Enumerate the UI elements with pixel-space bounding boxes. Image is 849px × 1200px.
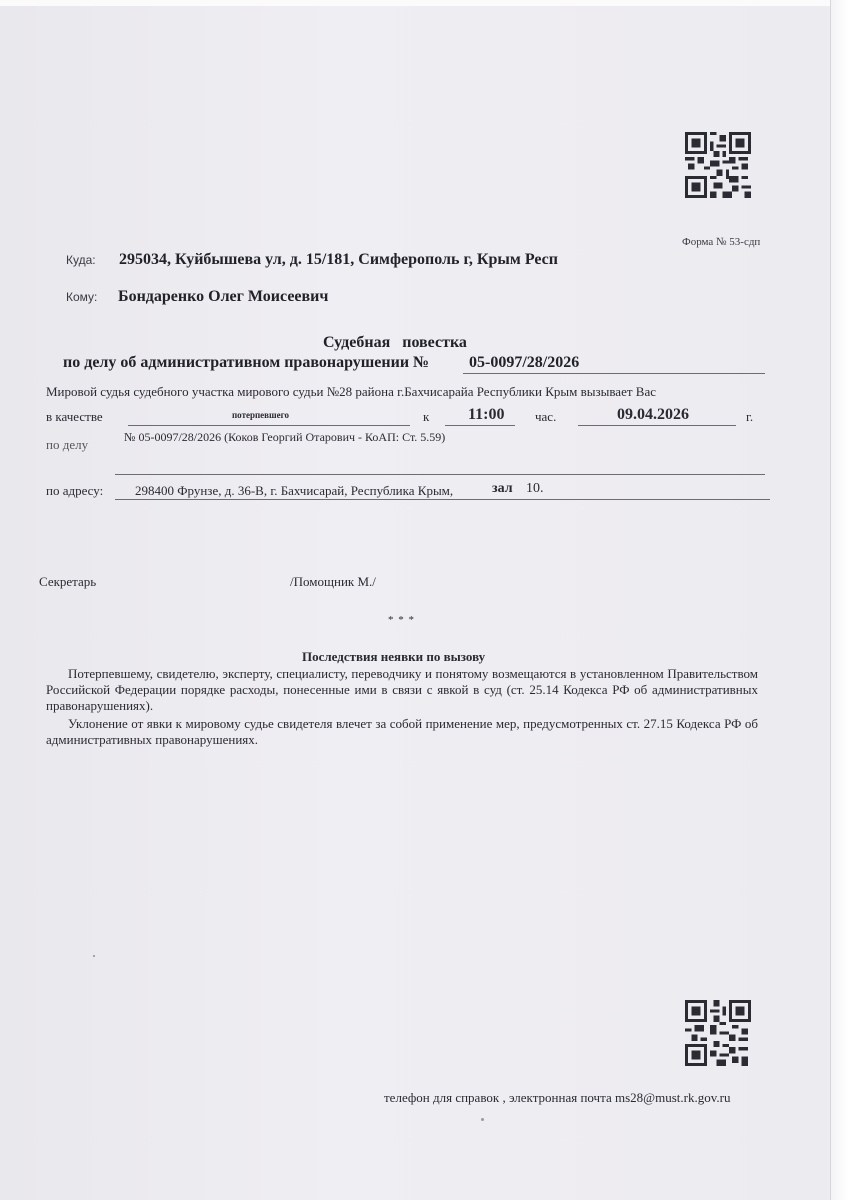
case-label: по делу <box>46 437 89 452</box>
to-person-value: Бондаренко Олег Моисеевич <box>118 288 329 305</box>
to-address-label: Куда: <box>66 253 96 267</box>
consequences-paragraph-2-text: Уклонение от явки к мировому судье свидетеля влечет за собой применение мер, предусмотренных ст. 27.15 Кодекса РФ об административных правонарушениях. <box>46 716 758 747</box>
summons-intro: Мировой судья судебного участка мирового судьи №28 района г.Бахчисарайа Республики Крым вызывает Вас <box>46 384 656 399</box>
capacity-label: в качестве <box>46 409 103 424</box>
at-label: к <box>423 409 430 424</box>
consequences-heading: Последствия неявки по вызову <box>302 649 486 664</box>
year-label: г. <box>746 409 754 424</box>
case-value: № 05-0097/28/2026 (Коков Георгий Отарович - КоАП: Ст. 5.59) <box>124 430 446 444</box>
date-underline <box>578 425 736 426</box>
hall-number: 10. <box>526 481 544 496</box>
consequences-paragraph-1-text: Потерпевшему, свидетелю, эксперту, специалисту, переводчику и понятому возмещаются в установленном Правительством Российской Федерации порядке расходы, понесенные ими в связи с явкой в суд (ст. 25.14 Кодекса РФ об административных правонарушениях). <box>46 666 758 713</box>
paper-right-edge <box>830 0 849 1200</box>
capacity-value: потерпевшего <box>232 410 289 420</box>
case-number: 05-0097/28/2026 <box>469 354 580 371</box>
to-address-value: 295034, Куйбышева ул, д. 15/181, Симферополь г, Крым Респ <box>119 251 558 268</box>
summons-date: 09.04.2026 <box>617 406 689 423</box>
secretary-label: Секретарь <box>39 574 97 589</box>
capacity-underline <box>128 425 410 426</box>
consequences-paragraph-2 <box>46 716 758 748</box>
section-separator: * * * <box>388 614 415 626</box>
hour-label: час. <box>535 409 557 424</box>
hall-label: зал <box>492 481 513 496</box>
document-subtitle: по делу об административном правонарушении № <box>63 354 430 371</box>
qr-code-icon <box>685 132 751 198</box>
paper-top-edge <box>0 0 849 6</box>
summons-time: 11:00 <box>468 406 505 423</box>
form-number: Форма № 53-сдп <box>682 236 761 248</box>
address-label: по адресу: <box>46 483 104 498</box>
qr-code-bottom-icon <box>685 1000 751 1066</box>
secretary-signature: /Помощник М./ <box>290 574 376 589</box>
address-underline <box>115 499 770 500</box>
consequences-paragraph-1 <box>46 666 758 714</box>
contact-footer: телефон для справок , электронная почта ms28@must.rk.gov.ru <box>384 1090 731 1105</box>
time-underline <box>445 425 515 426</box>
case-number-underline <box>463 373 765 374</box>
document-title: Судебная повестка <box>323 334 467 351</box>
scan-speck <box>481 1118 484 1121</box>
to-person-label: Кому: <box>66 290 98 304</box>
case-blank-line <box>115 474 765 475</box>
hearing-address: 298400 Фрунзе, д. 36-В, г. Бахчисарай, Республика Крым, <box>135 483 454 498</box>
scan-speck <box>93 955 95 957</box>
